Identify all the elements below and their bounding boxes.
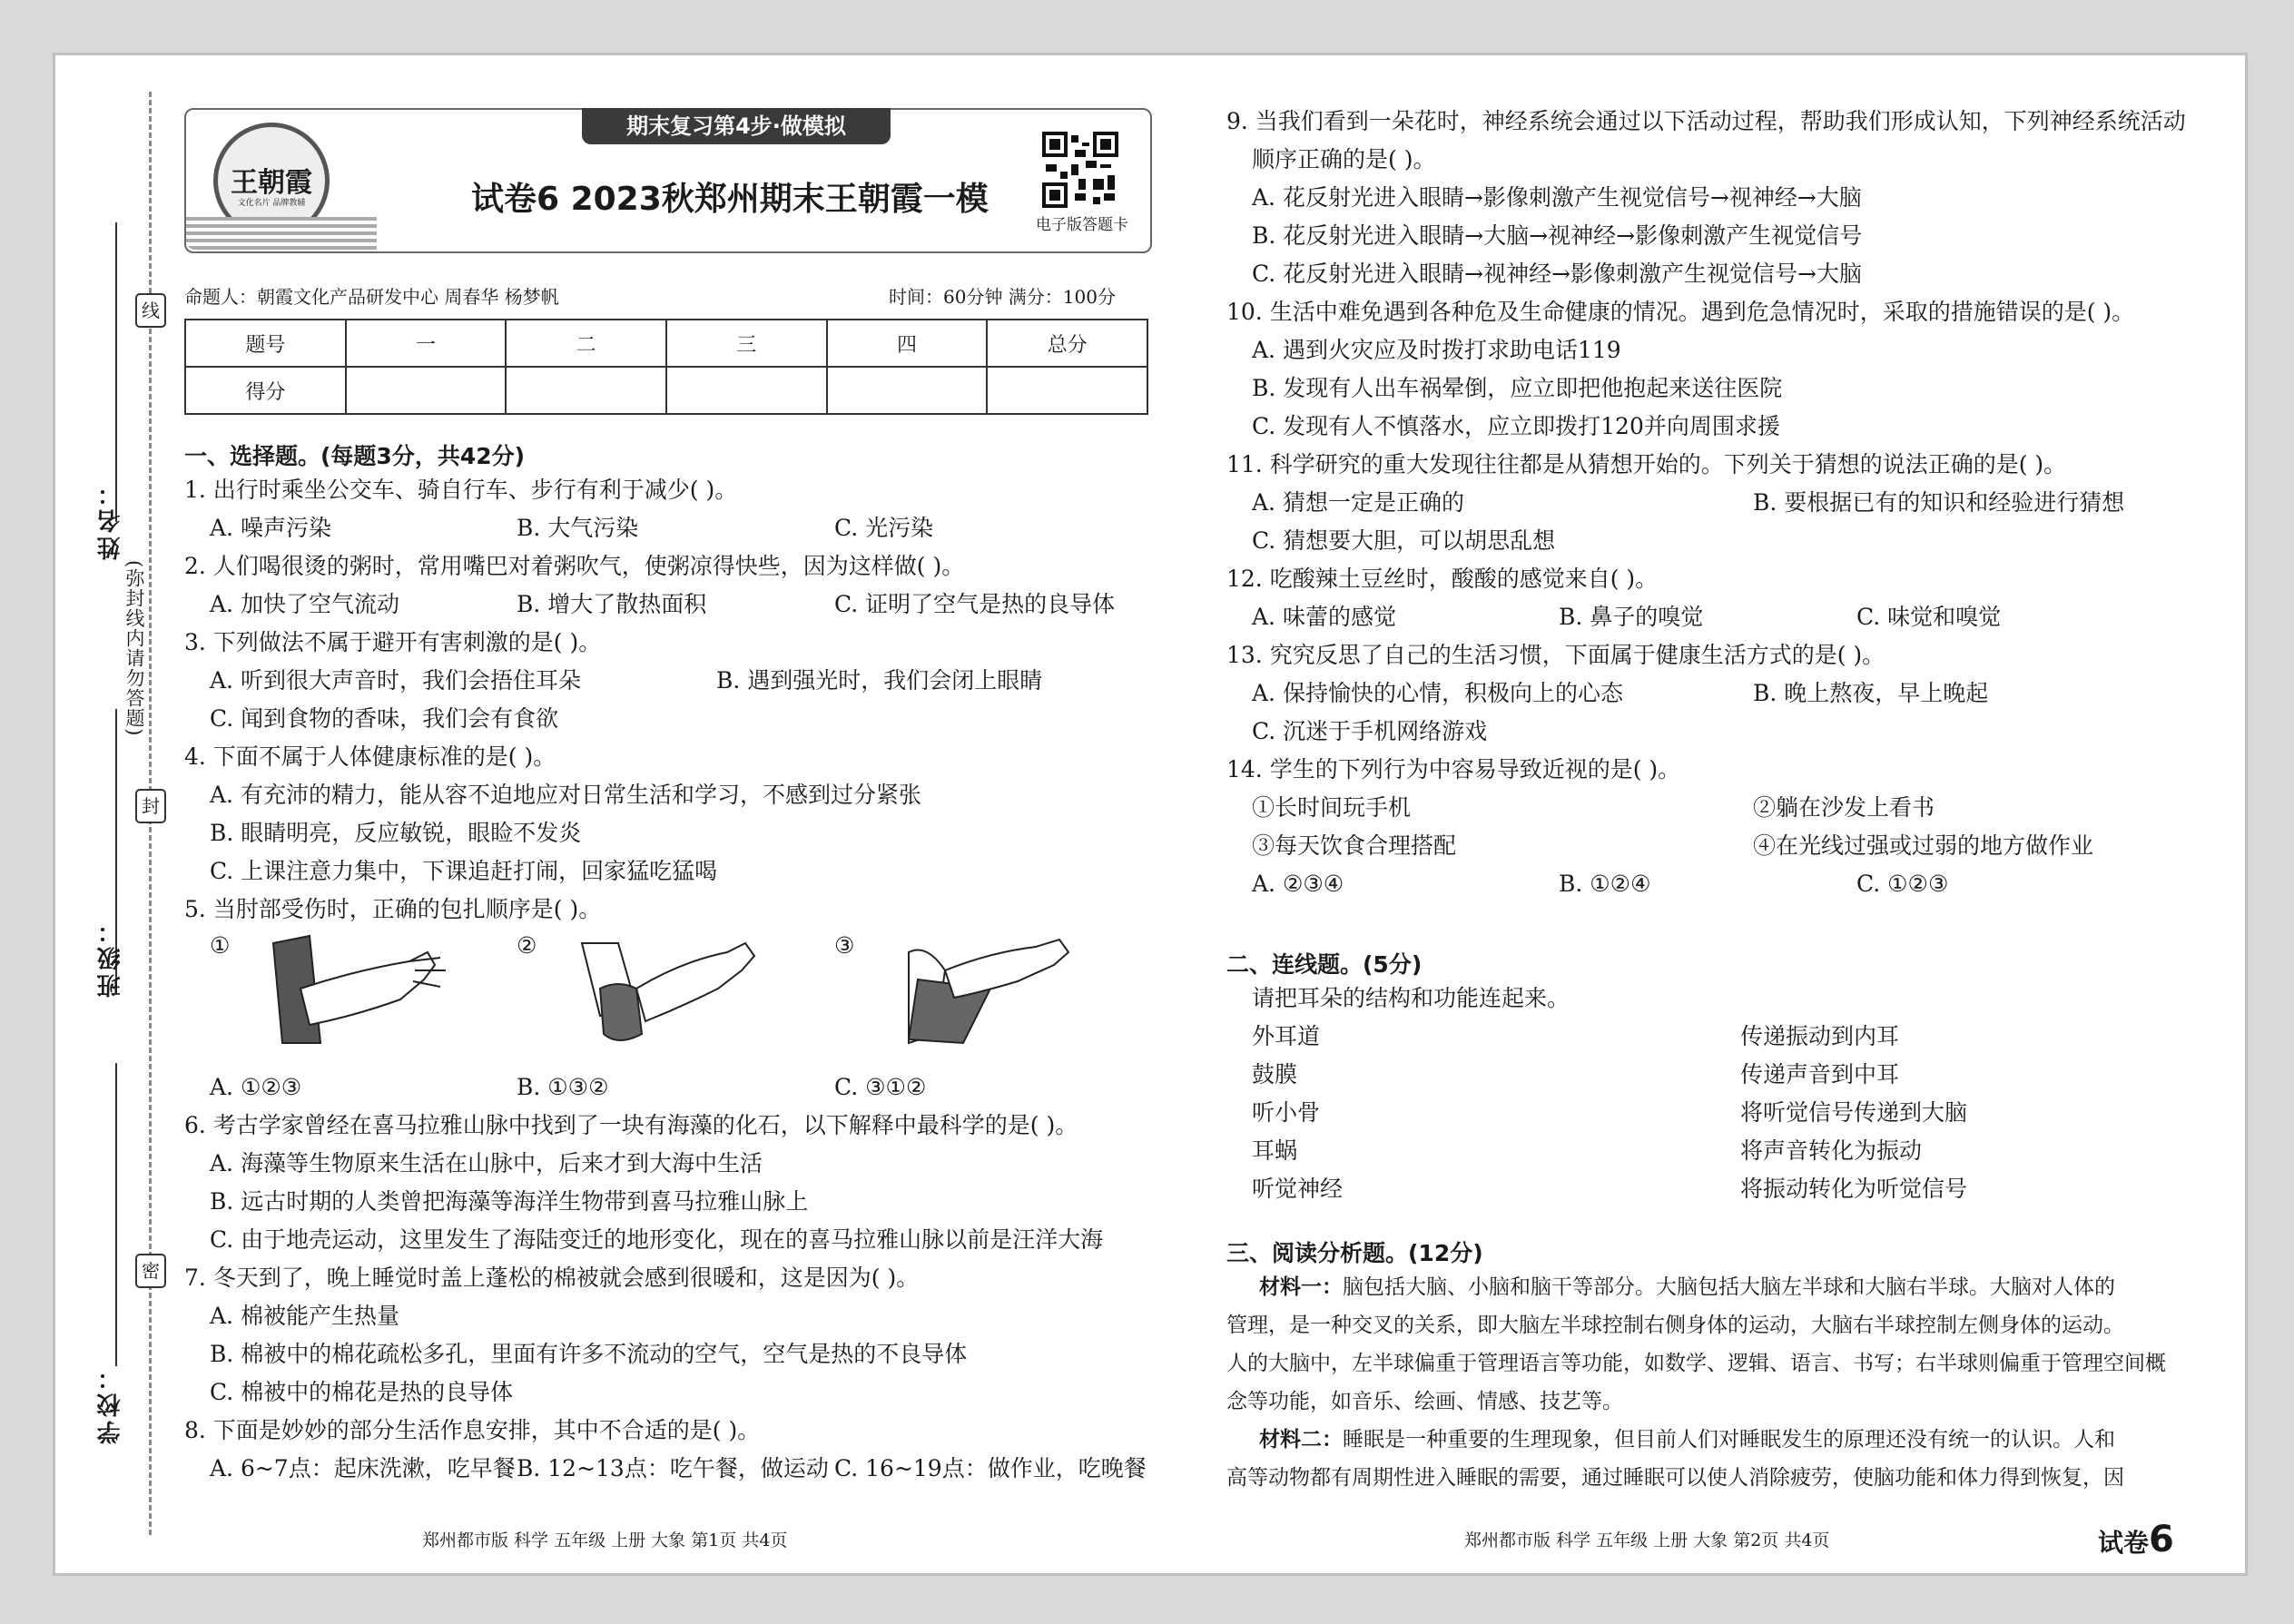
score-header: 二 bbox=[506, 320, 666, 367]
brand-sub: 文化名片 品牌教辅 bbox=[237, 199, 306, 208]
q14-item-1: ①长时间玩手机 bbox=[1252, 794, 1412, 821]
score-row-label: 得分 bbox=[185, 367, 346, 414]
ear-structure[interactable]: 鼓膜 bbox=[1252, 1061, 1298, 1088]
material-2-line-1 bbox=[1259, 1426, 2115, 1453]
q9-option-a[interactable]: A. 花反射光进入眼睛→影像刺激产生视觉信号→视神经→大脑 bbox=[1252, 184, 1862, 211]
question-9-cont: 顺序正确的是( )。 bbox=[1252, 146, 1436, 172]
bandage-figure-1 bbox=[246, 934, 455, 1048]
q9-option-b[interactable]: B. 花反射光进入眼睛→大脑→视神经→影像刺激产生视觉信号 bbox=[1252, 222, 1863, 249]
score-cell[interactable] bbox=[827, 367, 988, 414]
q3-option-c[interactable]: C. 闻到食物的香味，我们会有食欲 bbox=[210, 705, 559, 732]
footer-right: 郑州都市版 科学 五年级 上册 大象 第2页 共4页 bbox=[1464, 1530, 1830, 1550]
question-2: 2. 人们喝很烫的粥时，常用嘴巴对着粥吹气，使粥凉得快些，因为这样做( )。 bbox=[184, 553, 965, 579]
q6-option-c[interactable]: C. 由于地壳运动，这里发生了海陆变迁的地形变化，现在的喜马拉雅山脉以前是汪洋大海 bbox=[210, 1226, 1104, 1253]
q8-option-b[interactable]: B. 12~13点：吃午餐，做运动 bbox=[517, 1455, 829, 1481]
q4-option-b[interactable]: B. 眼睛明亮，反应敏锐，眼睑不发炎 bbox=[210, 820, 582, 846]
q11-option-b[interactable]: B. 要根据已有的知识和经验进行猜想 bbox=[1753, 489, 2125, 516]
q10-option-c[interactable]: C. 发现有人不慎落水，应立即拨打120并向周围求援 bbox=[1252, 413, 1780, 439]
page-title: 试卷6 2023秋郑州期末王朝霞一模 bbox=[471, 181, 989, 218]
q12-option-b[interactable]: B. 鼻子的嗅觉 bbox=[1559, 604, 1704, 630]
ear-structure[interactable]: 外耳道 bbox=[1252, 1023, 1321, 1049]
material-1-line-3: 人的大脑中，左半球偏重于管理语言等功能，如数学、逻辑、语言、书写；右半球则偏重于管理空间概 bbox=[1226, 1352, 2166, 1375]
exam-page bbox=[53, 53, 2248, 1576]
q13-option-b[interactable]: B. 晚上熬夜，早上晚起 bbox=[1753, 680, 1989, 706]
q1-option-c[interactable]: C. 光污染 bbox=[834, 515, 934, 541]
score-header: 三 bbox=[666, 320, 827, 367]
fig-label-3: ③ bbox=[834, 932, 855, 959]
ear-function[interactable]: 传递声音到中耳 bbox=[1740, 1061, 1900, 1088]
qr-icon bbox=[1042, 132, 1118, 208]
question-8: 8. 下面是妙妙的部分生活作息安排，其中不合适的是( )。 bbox=[184, 1417, 761, 1443]
q14-option-a[interactable]: A. ②③④ bbox=[1252, 871, 1344, 897]
score-header: 一 bbox=[346, 320, 507, 367]
q10-option-b[interactable]: B. 发现有人出车祸晕倒，应立即把他抱起来送往医院 bbox=[1252, 375, 1783, 401]
name-label: 姓名： bbox=[97, 478, 124, 560]
question-5: 5. 当肘部受伤时，正确的包扎顺序是( )。 bbox=[184, 896, 602, 922]
footer-left: 郑州都市版 科学 五年级 上册 大象 第1页 共4页 bbox=[422, 1530, 788, 1550]
q10-option-a[interactable]: A. 遇到火灾应及时拨打求助电话119 bbox=[1252, 337, 1621, 363]
school-label: 学校： bbox=[97, 1363, 124, 1444]
brand-name: 王朝霞 bbox=[231, 167, 312, 199]
q7-option-a[interactable]: A. 棉被能产生热量 bbox=[210, 1303, 399, 1329]
question-13: 13. 究究反思了自己的生活习惯，下面属于健康生活方式的是( )。 bbox=[1226, 642, 1885, 668]
question-6: 6. 考古学家曾经在喜马拉雅山脉中找到了一块有海藻的化石，以下解释中最科学的是( )。 bbox=[184, 1112, 1078, 1138]
bandage-figure-3 bbox=[881, 934, 1090, 1048]
q3-option-a[interactable]: A. 听到很大声音时，我们会捂住耳朵 bbox=[210, 667, 581, 694]
q14-item-2: ②躺在沙发上看书 bbox=[1753, 794, 1935, 821]
q6-option-a[interactable]: A. 海藻等生物原来生活在山脉中，后来才到大海中生活 bbox=[210, 1150, 763, 1176]
q1-option-b[interactable]: B. 大气污染 bbox=[517, 515, 639, 541]
q12-option-a[interactable]: A. 味蕾的感觉 bbox=[1252, 604, 1396, 630]
q7-option-c[interactable]: C. 棉被中的棉花是热的良导体 bbox=[210, 1379, 514, 1405]
question-4: 4. 下面不属于人体健康标准的是( )。 bbox=[184, 743, 556, 770]
q4-option-c[interactable]: C. 上课注意力集中，下课追赶打闹，回家猛吃猛喝 bbox=[210, 858, 718, 884]
material-2-line-2: 高等动物都有周期性进入睡眠的需要，通过睡眠可以使人消除疲劳，使脑功能和体力得到恢复，因 bbox=[1226, 1466, 2124, 1490]
question-9: 9. 当我们看到一朵花时，神经系统会通过以下活动过程，帮助我们形成认知，下列神经系统活动 bbox=[1226, 108, 2186, 134]
q7-option-b[interactable]: B. 棉被中的棉花疏松多孔，里面有许多不流动的空气，空气是热的不良导体 bbox=[210, 1341, 968, 1367]
section-2-prompt: 请把耳朵的结构和功能连起来。 bbox=[1252, 985, 1570, 1011]
exam-badge-number: 6 bbox=[2149, 1519, 2174, 1560]
exam-badge-text: 试卷 bbox=[2098, 1528, 2150, 1558]
q12-option-c[interactable]: C. 味觉和嗅觉 bbox=[1856, 604, 2002, 630]
score-header: 题号 bbox=[185, 320, 346, 367]
q1-option-a[interactable]: A. 噪声污染 bbox=[210, 515, 331, 541]
qr-code[interactable] bbox=[1042, 132, 1118, 208]
q14-option-b[interactable]: B. ①②④ bbox=[1559, 871, 1651, 897]
material-1-line-4: 念等功能，如音乐、绘画、情感、技艺等。 bbox=[1226, 1390, 1623, 1413]
score-table bbox=[184, 319, 1148, 415]
q13-option-c[interactable]: C. 沉迷于手机网络游戏 bbox=[1252, 718, 1488, 744]
q14-option-c[interactable]: C. ①②③ bbox=[1856, 871, 1949, 897]
question-10: 10. 生活中难免遇到各种危及生命健康的情况。遇到危急情况时，采取的措施错误的是( )。 bbox=[1226, 299, 2135, 325]
q11-option-c[interactable]: C. 猜想要大胆，可以胡思乱想 bbox=[1252, 527, 1556, 554]
seal-mark-seal: 封 bbox=[135, 789, 166, 823]
q2-option-b[interactable]: B. 增大了散热面积 bbox=[517, 591, 707, 617]
score-cell[interactable] bbox=[506, 367, 666, 414]
ear-structure[interactable]: 听小骨 bbox=[1252, 1099, 1321, 1126]
question-14: 14. 学生的下列行为中容易导致近视的是( )。 bbox=[1226, 756, 1681, 782]
q9-option-c[interactable]: C. 花反射光进入眼睛→视神经→影像刺激产生视觉信号→大脑 bbox=[1252, 261, 1862, 287]
school-underline bbox=[115, 1063, 117, 1366]
bandage-figure-2 bbox=[564, 934, 773, 1048]
name-underline bbox=[115, 222, 117, 522]
q2-option-c[interactable]: C. 证明了空气是热的良导体 bbox=[834, 591, 1116, 617]
material-2-label: 材料二： bbox=[1259, 1428, 1343, 1452]
score-cell[interactable] bbox=[987, 367, 1147, 414]
binding-strip bbox=[55, 55, 192, 1573]
section-1-title: 一、选择题。(每题3分，共42分) bbox=[184, 443, 526, 469]
q13-option-a[interactable]: A. 保持愉快的心情，积极向上的心态 bbox=[1252, 680, 1623, 706]
score-cell[interactable] bbox=[346, 367, 507, 414]
section-3-title: 三、阅读分析题。(12分) bbox=[1226, 1240, 1483, 1266]
binding-note: (弥封线内请勿答题) bbox=[123, 560, 145, 737]
q14-item-3: ③每天饮食合理搭配 bbox=[1252, 832, 1457, 859]
q4-option-a[interactable]: A. 有充沛的精力，能从容不迫地应对日常生活和学习，不感到过分紧张 bbox=[210, 782, 921, 808]
q8-option-c[interactable]: C. 16~19点：做作业，吃晚餐 bbox=[834, 1455, 1147, 1481]
q5-option-b[interactable]: B. ①③② bbox=[517, 1074, 609, 1100]
question-1: 1. 出行时乘坐公交车、骑自行车、步行有利于减少( )。 bbox=[184, 477, 738, 503]
score-header: 总分 bbox=[987, 320, 1147, 367]
q2-option-a[interactable]: A. 加快了空气流动 bbox=[210, 591, 399, 617]
material-2-text: 睡眠是一种重要的生理现象，但目前人们对睡眠发生的原理还没有统一的认识。人和 bbox=[1343, 1428, 2115, 1452]
exam-badge bbox=[2098, 1519, 2174, 1560]
material-1-line-1 bbox=[1259, 1274, 2115, 1301]
qr-caption: 电子版答题卡 bbox=[1036, 216, 1128, 234]
question-3: 3. 下列做法不属于避开有害刺激的是( )。 bbox=[184, 629, 602, 655]
fig-label-2: ② bbox=[517, 932, 537, 959]
ear-function[interactable]: 将听觉信号传递到大脑 bbox=[1740, 1099, 1968, 1126]
class-label: 班级： bbox=[97, 916, 124, 998]
question-7: 7. 冬天到了，晚上睡觉时盖上蓬松的棉被就会感到很暖和，这是因为( )。 bbox=[184, 1265, 920, 1291]
ear-function[interactable]: 将声音转化为振动 bbox=[1740, 1137, 1923, 1164]
time-score: 时间：60分钟 满分：100分 bbox=[889, 286, 1116, 308]
material-1-line-2: 管理，是一种交叉的关系，即大脑左半球控制右侧身体的运动，大脑右半球控制左侧身体的运动。 bbox=[1226, 1314, 2124, 1337]
q6-option-b[interactable]: B. 远古时期的人类曾把海藻等海洋生物带到喜马拉雅山脉上 bbox=[210, 1188, 809, 1215]
ear-structure[interactable]: 听觉神经 bbox=[1252, 1176, 1344, 1202]
section-2-title: 二、连线题。(5分) bbox=[1226, 951, 1423, 978]
banner: 期末复习第4步·做模拟 bbox=[582, 108, 891, 144]
question-12: 12. 吃酸辣土豆丝时，酸酸的感觉来自( )。 bbox=[1226, 566, 1659, 592]
q11-option-a[interactable]: A. 猜想一定是正确的 bbox=[1252, 489, 1464, 516]
ear-function[interactable]: 传递振动到内耳 bbox=[1740, 1023, 1900, 1049]
q5-option-c[interactable]: C. ③①② bbox=[834, 1074, 927, 1100]
material-1-text: 脑包括大脑、小脑和脑干等部分。大脑包括大脑左半球和大脑右半球。大脑对人体的 bbox=[1343, 1275, 2115, 1299]
q14-item-4: ④在光线过强或过弱的地方做作业 bbox=[1753, 832, 2094, 859]
brand-stripes bbox=[186, 217, 377, 250]
ear-structure[interactable]: 耳蜗 bbox=[1252, 1137, 1298, 1164]
ear-function[interactable]: 将振动转化为听觉信号 bbox=[1740, 1176, 1968, 1202]
fig-label-1: ① bbox=[210, 932, 231, 959]
score-header: 四 bbox=[827, 320, 988, 367]
authors: 命题人：朝霞文化产品研发中心 周春华 杨梦帆 bbox=[184, 286, 559, 308]
q3-option-b[interactable]: B. 遇到强光时，我们会闭上眼睛 bbox=[716, 667, 1043, 694]
material-1-label: 材料一： bbox=[1259, 1275, 1343, 1299]
q5-option-a[interactable]: A. ①②③ bbox=[210, 1074, 302, 1100]
score-cell[interactable] bbox=[666, 367, 827, 414]
question-11: 11. 科学研究的重大发现往往都是从猜想开始的。下列关于猜想的说法正确的是( )。 bbox=[1226, 451, 2067, 477]
q8-option-a[interactable]: A. 6~7点：起床洗漱，吃早餐 bbox=[210, 1455, 516, 1481]
seal-mark-dense: 密 bbox=[135, 1254, 166, 1288]
seal-mark-line: 线 bbox=[135, 293, 166, 328]
